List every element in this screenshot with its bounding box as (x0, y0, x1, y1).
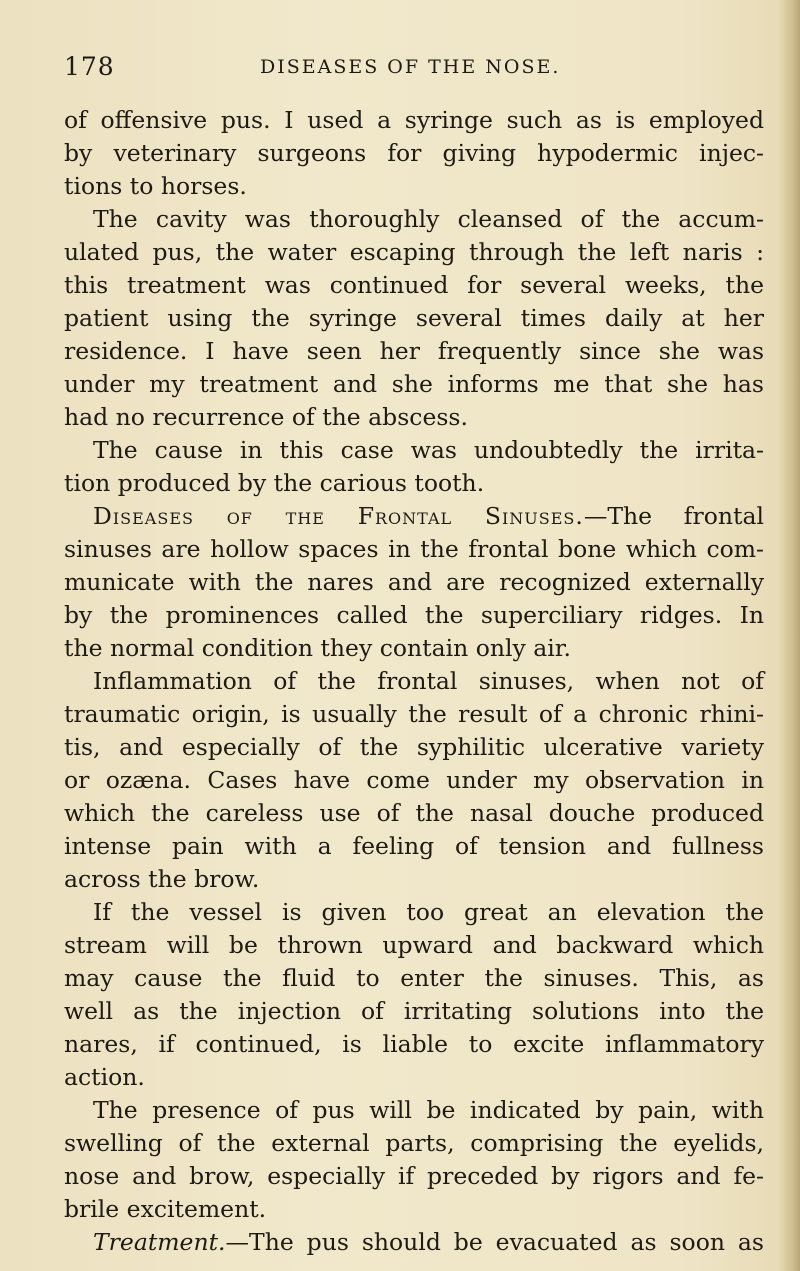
section-heading: Diseases of the Frontal Sinuses. (93, 502, 584, 530)
text-line: by veterinary surgeons for giving hypodermic injec- (64, 139, 764, 167)
text-line: of offensive pus. I used a syringe such as is employed (64, 106, 764, 134)
text-line: residence. I have seen her frequently since she was (64, 337, 764, 365)
text-line: this treatment was continued for several weeks, the (64, 271, 764, 299)
text-line: nose and brow, especially if preceded by rigors and fe- (64, 1162, 764, 1190)
text-line: traumatic origin, is usually the result of a chronic rhini- (64, 700, 764, 728)
page-edge-shadow (778, 0, 800, 1271)
text-line: tions to horses. (64, 172, 247, 200)
body-text (64, 104, 764, 1259)
treatment-label: Treatment. (93, 1228, 226, 1256)
paragraph-start: The presence of pus will be indicated by pain, with (93, 1096, 764, 1124)
treatment-line (64, 1226, 764, 1259)
text-line: municate with the nares and are recognized externally (64, 568, 764, 596)
running-head (64, 52, 744, 88)
text-line: sinuses are hollow spaces in the frontal bone which com- (64, 535, 764, 563)
text-line: may cause the fluid to enter the sinuses. This, as (64, 964, 764, 992)
text-line: action. (64, 1063, 145, 1091)
page-number: 178 (64, 52, 115, 81)
text-line: under my treatment and she informs me that she has (64, 370, 764, 398)
text-line: or ozæna. Cases have come under my observation in (64, 766, 764, 794)
section-line-rest: —The frontal (583, 502, 764, 530)
paragraph-start: The cavity was thoroughly cleansed of the accum- (93, 205, 764, 233)
text-line: patient using the syringe several times daily at her (64, 304, 764, 332)
text-line: swelling of the external parts, comprising the eyelids, (64, 1129, 764, 1157)
text-line: the normal condition they contain only air. (64, 634, 571, 662)
text-line: intense pain with a feeling of tension and fullness (64, 832, 764, 860)
text-line: ulated pus, the water escaping through the left naris : (64, 238, 764, 266)
running-title: DISEASES OF THE NOSE. (260, 56, 561, 78)
paragraph-start: Inflammation of the frontal sinuses, when not of (93, 667, 764, 695)
text-line: tion produced by the carious tooth. (64, 469, 485, 497)
text-line: well as the injection of irritating solutions into the (64, 997, 764, 1025)
paragraph-start: The cause in this case was undoubtedly the irrita- (93, 436, 764, 464)
section-line (64, 500, 764, 533)
text-line: had no recurrence of the abscess. (64, 403, 468, 431)
text-line: by the prominences called the superciliary ridges. In (64, 601, 764, 629)
text-line: nares, if continued, is liable to excite inflammatory (64, 1030, 764, 1058)
text-line: stream will be thrown upward and backward which (64, 931, 764, 959)
paragraph-start: If the vessel is given too great an elevation the (93, 898, 764, 926)
text-line: tis, and especially of the syphilitic ulcerative variety (64, 733, 764, 761)
text-line: across the brow. (64, 865, 260, 893)
treatment-line-rest: —The pus should be evacuated as soon as (225, 1228, 764, 1256)
text-line: which the careless use of the nasal douche produced (64, 799, 764, 827)
text-line: brile excitement. (64, 1195, 267, 1223)
